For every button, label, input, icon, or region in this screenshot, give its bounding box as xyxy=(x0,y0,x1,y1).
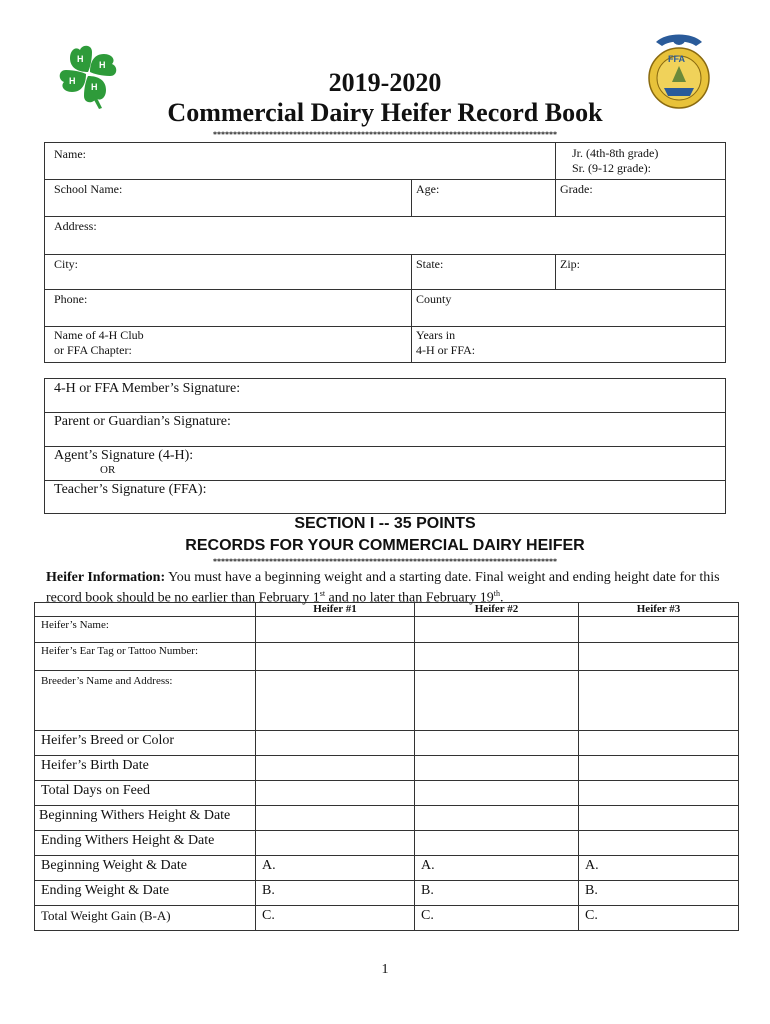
cell-bwh-2[interactable] xyxy=(415,806,579,831)
intro-sup-2: th xyxy=(493,589,501,598)
row-label-bwh: Beginning Withers Height & Date xyxy=(35,806,256,831)
svg-text:FFA: FFA xyxy=(668,54,685,64)
county-label: County xyxy=(416,292,452,306)
teacher-signature-label: Teacher’s Signature (FFA): xyxy=(54,482,207,497)
table-header-row xyxy=(35,603,739,617)
section-subheading: RECORDS FOR YOUR COMMERCIAL DAIRY HEIFER xyxy=(185,537,585,554)
heifer-info-bold: Heifer Information: xyxy=(46,570,166,585)
cell-gain-2[interactable]: C. xyxy=(415,906,579,931)
svg-text:H: H xyxy=(69,76,76,86)
table-row xyxy=(35,617,739,643)
name-label: Name: xyxy=(54,147,86,161)
cell-breed-2[interactable] xyxy=(415,731,579,756)
row-label-gain: Total Weight Gain (B-A) xyxy=(35,906,256,931)
intro-text-2: and no later than February 19 xyxy=(325,590,494,606)
zip-label: Zip: xyxy=(560,257,580,271)
cell-bw-3[interactable]: A. xyxy=(579,856,739,881)
record-year: 2019-2020 xyxy=(328,68,442,97)
county-field[interactable] xyxy=(411,289,726,327)
cell-ewh-3[interactable] xyxy=(579,831,739,856)
phone-field[interactable] xyxy=(44,289,412,327)
cell-tag-3[interactable] xyxy=(579,643,739,671)
school-label: School Name: xyxy=(54,182,123,196)
cell-ew-3[interactable]: B. xyxy=(579,881,739,906)
cell-breed-1[interactable] xyxy=(256,731,415,756)
years-label-line2: 4-H or FFA: xyxy=(416,343,476,357)
age-label: Age: xyxy=(416,182,440,196)
member-signature-label: 4-H or FFA Member’s Signature: xyxy=(54,381,241,396)
svg-text:H: H xyxy=(99,60,106,70)
cell-gain-3[interactable]: C. xyxy=(579,906,739,931)
svg-text:H: H xyxy=(91,82,98,92)
page-number: 1 xyxy=(381,962,389,977)
club-label-line1: Name of 4-H Club xyxy=(54,328,144,342)
intro-text-1: You must have a beginning weight and a starting date. Final weight and ending height date for this record book should be no earlier than February 1 xyxy=(46,570,720,606)
or-label: OR xyxy=(100,464,116,476)
table-row xyxy=(35,806,739,831)
cell-breeder-2[interactable] xyxy=(415,671,579,731)
address-label: Address: xyxy=(54,219,97,233)
zip-field[interactable] xyxy=(555,254,726,290)
cell-gain-1[interactable]: C. xyxy=(256,906,415,931)
agent-signature-label: Agent’s Signature (4-H): xyxy=(54,448,194,463)
row-label-tag: Heifer’s Ear Tag or Tattoo Number: xyxy=(35,643,256,671)
section-stars-divider: ************************************************************************************** xyxy=(213,557,557,566)
cell-ewh-2[interactable] xyxy=(415,831,579,856)
cell-ewh-1[interactable] xyxy=(256,831,415,856)
cell-tag-2[interactable] xyxy=(415,643,579,671)
parent-signature-label: Parent or Guardian’s Signature: xyxy=(54,414,231,429)
cell-name-1[interactable] xyxy=(256,617,415,643)
cell-bwh-3[interactable] xyxy=(579,806,739,831)
row-label-breeder: Breeder’s Name and Address: xyxy=(35,671,256,731)
row-label-breed: Heifer’s Breed or Color xyxy=(35,731,256,756)
table-row xyxy=(35,831,739,856)
club-label-line2: or FFA Chapter: xyxy=(54,343,132,357)
row-label-days: Total Days on Feed xyxy=(35,781,256,806)
table-row xyxy=(35,881,739,906)
years-label-line1: Years in xyxy=(416,328,456,342)
table-row xyxy=(35,906,739,931)
section-heading: SECTION I -- 35 POINTS xyxy=(294,515,476,532)
row-label-ew: Ending Weight & Date xyxy=(35,881,256,906)
row-label-name: Heifer’s Name: xyxy=(35,617,256,643)
city-label: City: xyxy=(54,257,79,271)
table-row xyxy=(35,731,739,756)
cell-days-3[interactable] xyxy=(579,781,739,806)
header-blank xyxy=(35,603,256,617)
cell-tag-1[interactable] xyxy=(256,643,415,671)
row-label-ewh: Ending Withers Height & Date xyxy=(35,831,256,856)
state-label: State: xyxy=(416,257,444,271)
cell-birth-1[interactable] xyxy=(256,756,415,781)
row-label-bw: Beginning Weight & Date xyxy=(35,856,256,881)
table-row xyxy=(35,756,739,781)
cell-name-2[interactable] xyxy=(415,617,579,643)
cell-ew-2[interactable]: B. xyxy=(415,881,579,906)
jr-label: Jr. (4th-8th grade) xyxy=(572,146,659,160)
cell-bw-2[interactable]: A. xyxy=(415,856,579,881)
sr-label: Sr. (9-12 grade): xyxy=(572,161,651,175)
header-heifer-2: Heifer #2 xyxy=(415,603,579,617)
cell-bw-1[interactable]: A. xyxy=(256,856,415,881)
table-row xyxy=(35,671,739,731)
cell-days-1[interactable] xyxy=(256,781,415,806)
cell-breeder-3[interactable] xyxy=(579,671,739,731)
table-row xyxy=(35,856,739,881)
table-row xyxy=(35,781,739,806)
cell-days-2[interactable] xyxy=(415,781,579,806)
stars-divider: ************************************************************************************** xyxy=(213,130,557,139)
cell-bwh-1[interactable] xyxy=(256,806,415,831)
cell-birth-2[interactable] xyxy=(415,756,579,781)
phone-label: Phone: xyxy=(54,292,88,306)
cell-birth-3[interactable] xyxy=(579,756,739,781)
row-label-birth: Heifer’s Birth Date xyxy=(35,756,256,781)
intro-sup-1: st xyxy=(319,589,326,598)
header-heifer-3: Heifer #3 xyxy=(579,603,739,617)
intro-text-3: . xyxy=(500,590,504,606)
table-row xyxy=(35,643,739,671)
city-field[interactable] xyxy=(44,254,412,290)
cell-name-3[interactable] xyxy=(579,617,739,643)
page-title: Commercial Dairy Heifer Record Book xyxy=(167,98,603,127)
address-field[interactable] xyxy=(44,216,726,255)
cell-breeder-1[interactable] xyxy=(256,671,415,731)
cell-breed-3[interactable] xyxy=(579,731,739,756)
svg-text:H: H xyxy=(77,54,84,64)
grade-label: Grade: xyxy=(560,182,593,196)
header-heifer-1: Heifer #1 xyxy=(256,603,415,617)
cell-ew-1[interactable]: B. xyxy=(256,881,415,906)
heifer-table xyxy=(34,602,739,931)
